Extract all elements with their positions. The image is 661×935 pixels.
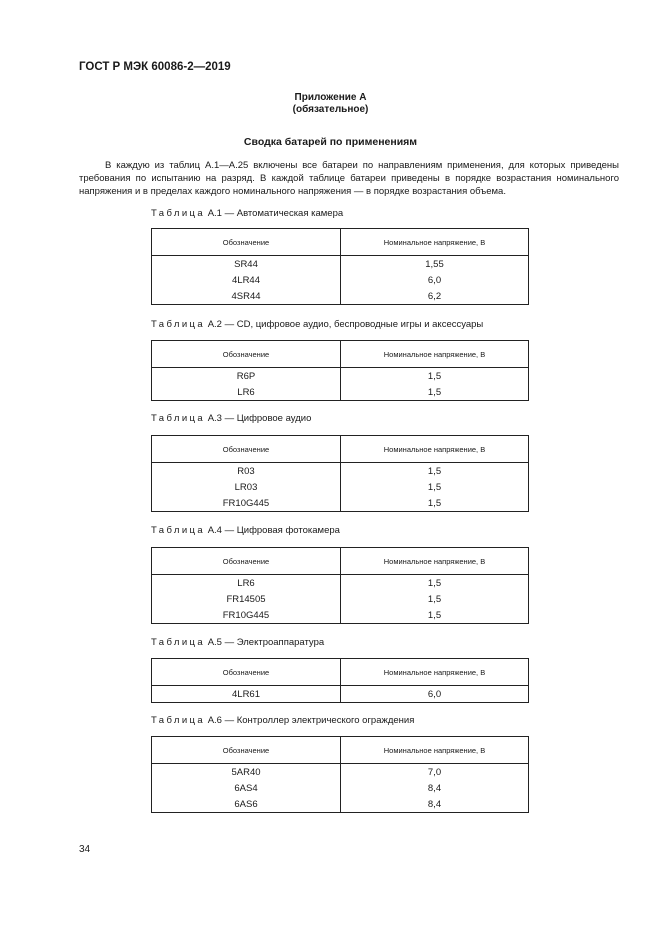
table-row [152, 607, 529, 624]
voltage-cell: 1,55 [425, 258, 444, 270]
designation-cell: FR14505 [152, 591, 341, 607]
table-label: Таблица [151, 413, 206, 424]
table-caption [151, 208, 343, 219]
col-designation: Обозначение [152, 548, 341, 575]
table-title: А.6 — Контроллер электрического ограждения [207, 715, 415, 726]
designation-cell: 4LR44 [152, 272, 341, 288]
table-label: Таблица [151, 637, 206, 648]
battery-table-a5 [151, 658, 529, 703]
table-row [152, 591, 529, 607]
col-voltage: Номинальное напряжение, В [341, 436, 529, 463]
table-row [152, 368, 529, 385]
battery-table-a3 [151, 435, 529, 512]
voltage-cell: 1,5 [427, 465, 442, 477]
appendix-status: (обязательное) [292, 104, 369, 115]
voltage-cell: 1,5 [427, 481, 442, 493]
table-row [152, 495, 529, 512]
table-row [152, 780, 529, 796]
table-title: А.3 — Цифровое аудио [207, 413, 312, 424]
designation-cell: 6AS6 [152, 796, 341, 813]
table-row [152, 575, 529, 592]
voltage-cell: 1,5 [427, 497, 442, 509]
col-designation: Обозначение [152, 436, 341, 463]
designation-cell: FR10G445 [152, 495, 341, 512]
intro-text: В каждую из таблиц А.1—А.25 включены все батареи по направлениям применения, для которых приведены требования по испытанию на разряд. В каждой таблице батареи приведены в порядке возрастания номинального напряжения и в пределах каждого номинального напряжения — в порядке возрастания объема. [79, 160, 619, 197]
col-voltage: Номинальное напряжение, В [341, 341, 529, 368]
col-designation: Обозначение [152, 737, 341, 764]
voltage-cell: 1,5 [427, 609, 442, 621]
designation-cell: FR10G445 [152, 607, 341, 624]
table-row [152, 764, 529, 781]
table-label: Таблица [151, 525, 206, 536]
table-row [152, 256, 529, 273]
voltage-cell: 6,0 [427, 688, 442, 700]
table-row [152, 288, 529, 305]
designation-cell: SR44 [152, 256, 341, 273]
table-caption [151, 413, 311, 424]
table-caption [151, 319, 483, 330]
col-voltage: Номинальное напряжение, В [341, 548, 529, 575]
voltage-cell: 8,4 [427, 798, 442, 810]
table-title: А.2 — CD, цифровое аудио, беспроводные игры и аксессуары [207, 319, 484, 330]
voltage-cell: 7,0 [427, 766, 442, 778]
col-designation: Обозначение [152, 659, 341, 686]
table-label: Таблица [151, 715, 206, 726]
battery-table-a6 [151, 736, 529, 813]
battery-table-a2 [151, 340, 529, 401]
col-voltage: Номинальное напряжение, В [341, 659, 529, 686]
table-row [152, 479, 529, 495]
intro-paragraph [79, 159, 619, 198]
table-title: А.4 — Цифровая фотокамера [207, 525, 340, 536]
col-designation: Обозначение [152, 229, 341, 256]
table-caption [151, 715, 414, 726]
battery-table-a4 [151, 547, 529, 624]
designation-cell: R6P [152, 368, 341, 385]
table-title: А.1 — Автоматическая камера [207, 208, 344, 219]
appendix-title: Приложение А [294, 92, 367, 103]
designation-cell: 4SR44 [152, 288, 341, 305]
table-label: Таблица [151, 208, 206, 219]
voltage-cell: 1,5 [427, 370, 442, 382]
designation-cell: 5AR40 [152, 764, 341, 781]
designation-cell: LR6 [152, 575, 341, 592]
voltage-cell: 1,5 [427, 577, 442, 589]
col-voltage: Номинальное напряжение, В [341, 229, 529, 256]
section-title: Сводка батарей по применениям [243, 136, 418, 148]
table-row [152, 384, 529, 401]
designation-cell: 6AS4 [152, 780, 341, 796]
document-id: ГОСТ Р МЭК 60086-2—2019 [79, 61, 231, 73]
voltage-cell: 8,4 [427, 782, 442, 794]
table-row [152, 796, 529, 813]
page-number: 34 [79, 844, 91, 855]
table-label: Таблица [151, 319, 206, 330]
table-title: А.5 — Электроаппаратура [207, 637, 325, 648]
table-caption [151, 637, 324, 648]
table-caption [151, 525, 340, 536]
table-row [152, 272, 529, 288]
voltage-cell: 1,5 [427, 386, 442, 398]
designation-cell: LR6 [152, 384, 341, 401]
designation-cell: 4LR61 [152, 686, 341, 703]
battery-table-a1 [151, 228, 529, 305]
voltage-cell: 1,5 [427, 593, 442, 605]
voltage-cell: 6,0 [427, 274, 442, 286]
designation-cell: R03 [152, 463, 341, 480]
table-row [152, 463, 529, 480]
table-row [152, 686, 529, 703]
voltage-cell: 6,2 [427, 290, 442, 302]
designation-cell: LR03 [152, 479, 341, 495]
col-voltage: Номинальное напряжение, В [341, 737, 529, 764]
col-designation: Обозначение [152, 341, 341, 368]
